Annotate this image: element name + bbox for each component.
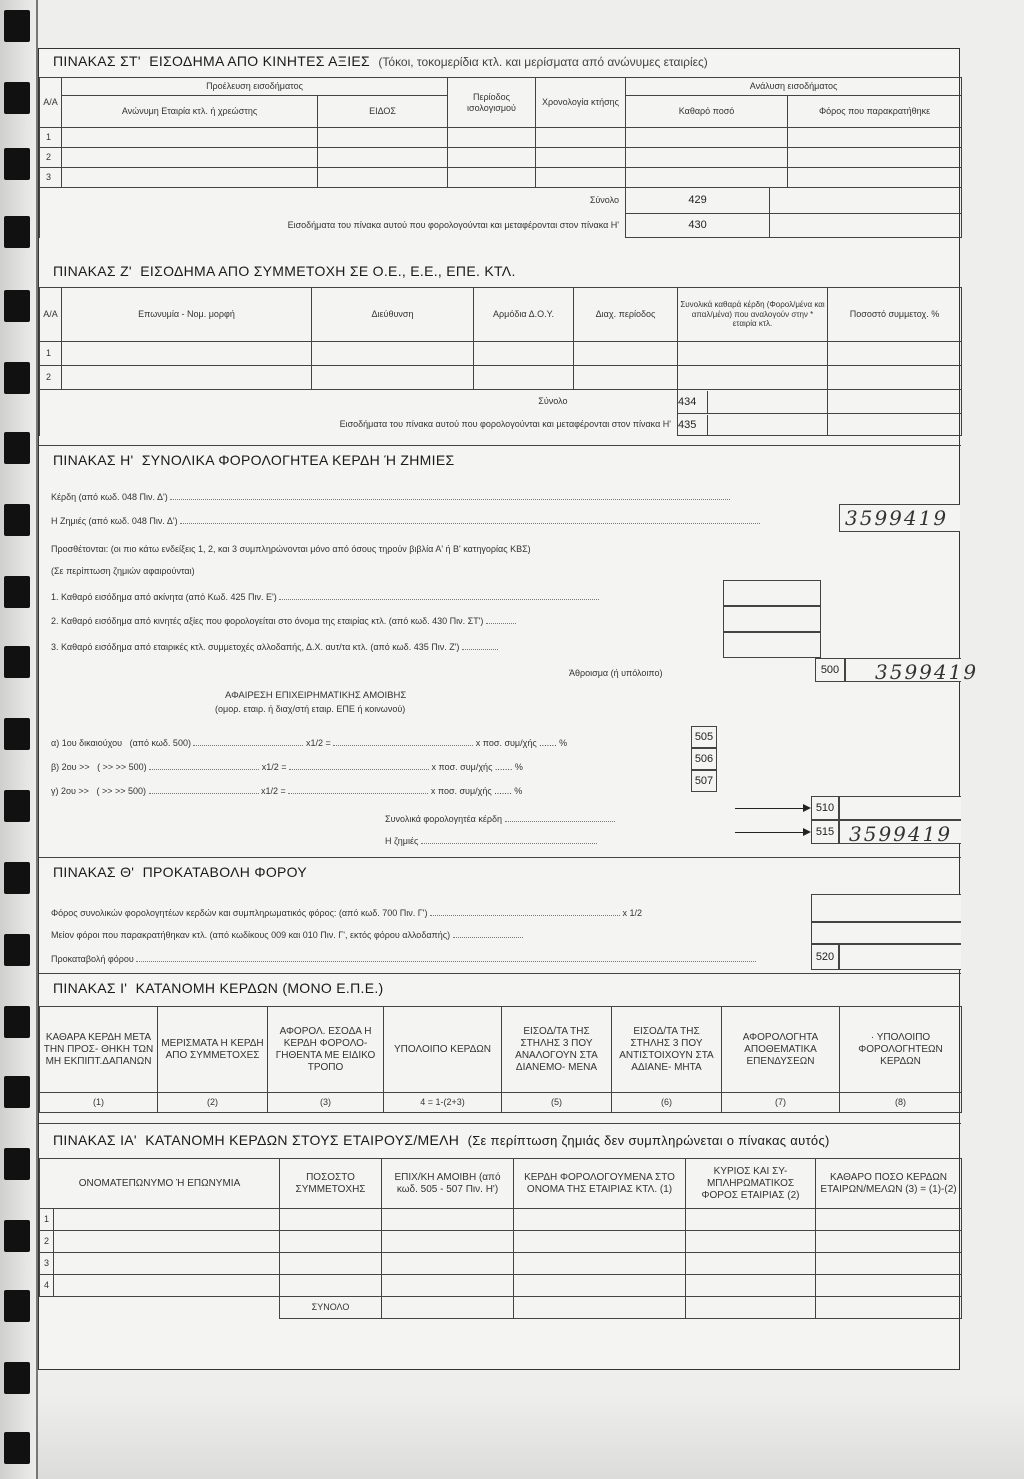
col-source: Προέλευση εισοδήματος <box>62 78 448 96</box>
total-input[interactable] <box>816 1297 962 1319</box>
code-435: 435 <box>678 415 708 435</box>
cell-input[interactable] <box>62 148 318 168</box>
page-bottom-shadow <box>38 1395 1024 1479</box>
col-num: (5) <box>502 1093 612 1113</box>
binder-hole <box>4 10 30 42</box>
binder-hole <box>4 1076 30 1108</box>
cell-input[interactable] <box>54 1253 280 1275</box>
binder-hole <box>4 216 30 248</box>
total-input[interactable] <box>686 1297 816 1319</box>
total-label: Σύνολο <box>40 390 574 414</box>
col-num: 4 = 1-(2+3) <box>384 1093 502 1113</box>
sum-label: Άθροισμα (ή υπόλοιπο) <box>569 668 663 678</box>
item1-line: 1. Καθαρό εισόδημα από ακίνητα (από Κωδ. 425 Πιν. Ε') <box>51 592 599 602</box>
table-ia-title: ΠΙΝΑΚΑΣ ΙΑ' ΚΑΤΑΝΟΜΗ ΚΕΡΔΩΝ ΣΤΟΥΣ ΕΤΑΙΡΟΥΣ/ΜΕΛΗ (Σε περίπτωση ζημιάς δεν συμπληρώνεται ο πίνακας αυτός) <box>53 1132 830 1148</box>
binder-hole <box>4 934 30 966</box>
cell-input[interactable] <box>514 1231 686 1253</box>
total-label: ΣΥΝΟΛΟ <box>280 1297 382 1319</box>
col-aa: Α/Α <box>40 78 62 128</box>
row-number: 3 <box>40 168 62 188</box>
col-num: (1) <box>40 1093 158 1113</box>
cell-input[interactable] <box>678 366 828 390</box>
transfer-label: Εισοδήματα του πίνακα αυτού που φορολογούνται και μεταφέρονται στον πίνακα Η' <box>40 414 678 436</box>
cell-input[interactable] <box>382 1275 514 1297</box>
table-i-title: ΠΙΝΑΚΑΣ Ι' ΚΑΤΑΝΟΜΗ ΚΕΡΔΩΝ (ΜΟΝΟ Ε.Π.Ε.) <box>53 980 384 996</box>
cell-input[interactable] <box>448 148 536 168</box>
binder-hole <box>4 148 30 180</box>
col-partner-name: ΟΝΟΜΑΤΕΠΩΝΥΜΟ Ή ΕΠΩΝΥΜΙΑ <box>40 1159 280 1209</box>
col-distributed: ΕΙΣΟΔ/ΤΑ ΤΗΣ ΣΤΗΛΗΣ 3 ΠΟΥ ΑΝΑΛΟΓΟΥΝ ΣΤΑ ΔΙΑΝΕΜΟ- ΜΕΝΑ <box>502 1007 612 1093</box>
cell-input[interactable] <box>788 128 962 148</box>
col-num: (7) <box>722 1093 840 1113</box>
table-th-section <box>39 857 961 973</box>
row-number: 1 <box>40 342 62 366</box>
cell-input[interactable] <box>686 1275 816 1297</box>
item3-input[interactable] <box>723 632 821 658</box>
binder-hole <box>4 1432 30 1464</box>
cell-input[interactable] <box>382 1231 514 1253</box>
deduction-row-a: α) 1ου δικαιούχου (από κωδ. 500) x1/2 = x ποσ. συμ/χής ....... % <box>51 738 568 748</box>
losses-value: 3599419 <box>845 506 949 530</box>
cell-input[interactable] <box>536 168 626 188</box>
col-dividends: ΜΕΡΙΣΜΑΤΑ Η ΚΕΡΔΗ ΑΠΟ ΣΥΜΜΕΤΟΧΕΣ <box>158 1007 268 1093</box>
cell-input[interactable] <box>514 1275 686 1297</box>
th-line3: Προκαταβολή φόρου <box>51 954 756 964</box>
col-net-partner: ΚΑΘΑΡΟ ΠΟΣΟ ΚΕΡΔΩΝ ΕΤΑΙΡΩΝ/ΜΕΛΩΝ (3) = (1)-(2) <box>816 1159 962 1209</box>
taxable-box[interactable] <box>839 796 961 820</box>
th-line2: Μείον φόροι που παρακρατήθηκαν κτλ. (από κωδίκους 009 και 010 Πιν. Γ', εκτός φόρου αλλοδαπής) <box>51 930 523 940</box>
loss-value: 3599419 <box>849 822 953 846</box>
binder-hole <box>4 1220 30 1252</box>
cell-input[interactable] <box>828 366 962 390</box>
row-number: 4 <box>40 1275 54 1297</box>
col-num: (2) <box>158 1093 268 1113</box>
cell-input[interactable] <box>280 1275 382 1297</box>
profits-line: Κέρδη (από κωδ. 048 Πιν. Δ') <box>51 492 730 502</box>
code-507: 507 <box>691 770 717 792</box>
binder-hole <box>4 646 30 678</box>
cell-input[interactable] <box>788 148 962 168</box>
col-num: (3) <box>268 1093 384 1113</box>
binder-hole <box>4 290 30 322</box>
table-i <box>39 1006 962 1113</box>
table-z-title: ΠΙΝΑΚΑΣ Ζ' ΕΙΣΟΔΗΜΑ ΑΠΟ ΣΥΜΜΕΤΟΧΗ ΣΕ Ο.Ε., Ε.Ε., ΕΠΕ. ΚΤΛ. <box>53 263 516 279</box>
losses-line: Η Ζημιές (από κωδ. 048 Πιν. Δ') <box>51 516 760 526</box>
cell-input[interactable] <box>318 168 448 188</box>
binder-hole <box>4 432 30 464</box>
col-company: Ανώνυμη Εταιρία κτλ. ή χρεώστης <box>62 96 318 128</box>
col-remaining: ΥΠΟΛΟΙΠΟ ΚΕΡΔΩΝ <box>384 1007 502 1093</box>
tax-form <box>38 48 979 1370</box>
col-num: (8) <box>840 1093 962 1113</box>
col-doy: Αρμόδια Δ.Ο.Υ. <box>474 288 574 342</box>
transfer-input[interactable] <box>828 414 962 436</box>
cell-input[interactable] <box>626 128 788 148</box>
cell-input[interactable] <box>514 1209 686 1231</box>
col-tax: Φόρος που παρακρατήθηκε <box>788 96 962 128</box>
binder-hole <box>4 362 30 394</box>
col-undistributed: ΕΙΣΟΔ/ΤΑ ΤΗΣ ΣΤΗΛΗΣ 3 ΠΟΥ ΑΝΤΙΣΤΟΙΧΟΥΝ ΣΤΑ ΑΔΙΑΝΕ- ΜΗΤΑ <box>612 1007 722 1093</box>
code-520: 520 <box>811 944 839 970</box>
binder-hole <box>4 82 30 114</box>
cell-input[interactable] <box>816 1231 962 1253</box>
cell-input[interactable] <box>382 1253 514 1275</box>
col-aa: Α/Α <box>40 288 62 342</box>
cell-input[interactable] <box>448 168 536 188</box>
col-exempt: ΑΦΟΡΟΛ. ΕΣΟΔΑ Η ΚΕΡΔΗ ΦΟΡΟΛΟ- ΓΗΘΕΝΤΑ ΜΕ ΕΙΔΙΚΟ ΤΡΟΠΟ <box>268 1007 384 1093</box>
item1-input[interactable] <box>723 580 821 606</box>
table-h-title: ΠΙΝΑΚΑΣ Η' ΣΥΝΟΛΙΚΑ ΦΟΡΟΛΟΓΗΤΕΑ ΚΕΡΔΗ Ή ΖΗΜΙΕΣ <box>53 452 455 468</box>
cell-input[interactable] <box>474 366 574 390</box>
col-share: ΠΟΣΟΣΤΟ ΣΥΜΜΕΤΟΧΗΣ <box>280 1159 382 1209</box>
cell-input[interactable] <box>686 1209 816 1231</box>
table-z <box>39 287 962 436</box>
arrow-icon <box>735 808 809 809</box>
code-429: 429 <box>626 188 770 214</box>
deduction-sub: (ομορ. εταιρ. ή διαχ/στή εταιρ. ΕΠΕ ή κοινωνού) <box>215 704 406 714</box>
cell-input[interactable] <box>62 342 312 366</box>
th-box2[interactable] <box>811 922 961 944</box>
table-ia-section <box>39 1123 961 1371</box>
cell-input[interactable] <box>54 1231 280 1253</box>
cell-input[interactable] <box>62 366 312 390</box>
col-period: Περίοδος ισολογισμού <box>448 78 536 128</box>
col-reserves: ΑΦΟΡΟΛΟΓΗΤΑ ΑΠΟΘΕΜΑΤΙΚΑ ΕΠΕΝΔΥΣΕΩΝ <box>722 1007 840 1093</box>
code-430: 430 <box>626 214 770 238</box>
cell-input[interactable] <box>816 1209 962 1231</box>
table-th-title: ΠΙΝΑΚΑΣ Θ' ΠΡΟΚΑΤΑΒΟΛΗ ΦΟΡΟΥ <box>53 864 308 880</box>
cell-input[interactable] <box>280 1253 382 1275</box>
cell-input[interactable] <box>382 1209 514 1231</box>
cell-input[interactable] <box>816 1275 962 1297</box>
row-number: 1 <box>40 1209 54 1231</box>
col-fee: ΕΠΙΧ/ΚΗ ΑΜΟΙΒΗ (από κωδ. 505 - 507 Πιν. Η') <box>382 1159 514 1209</box>
binder-hole <box>4 862 30 894</box>
cell-input[interactable] <box>574 342 678 366</box>
table-i-section <box>39 973 961 1123</box>
total-input[interactable] <box>514 1297 686 1319</box>
col-address: Διεύθυνση <box>312 288 474 342</box>
col-analysis: Ανάλυση εισοδήματος <box>626 78 962 96</box>
deduct-note: (Σε περίπτωση ζημιών αφαιρούνται) <box>51 566 195 576</box>
cell-input[interactable] <box>626 148 788 168</box>
col-company-profits: ΚΕΡΔΗ ΦΟΡΟΛΟΓΟΥΜΕΝΑ ΣΤΟ ΟΝΟΜΑ ΤΗΣ ΕΤΑΙΡΙΑΣ ΚΤΛ. (1) <box>514 1159 686 1209</box>
sum-value: 3599419 <box>875 660 979 684</box>
item3-line: 3. Καθαρό εισόδημα από εταιρικές κτλ. συμμετοχές αλλοδαπής, Δ.Χ. αυτ/τα κτλ. (από κωδ. 435 Πιν. Ζ') <box>51 642 498 652</box>
cell-input[interactable] <box>574 366 678 390</box>
deduction-title: ΑΦΑΙΡΕΣΗ ΕΠΙΧΕΙΡΗΜΑΤΙΚΗΣ ΑΜΟΙΒΗΣ <box>225 690 407 701</box>
cell-input[interactable] <box>280 1209 382 1231</box>
col-kind: ΕΙΔΟΣ <box>318 96 448 128</box>
deduction-row-c: γ) 2ου >> ( >> >> 500) x1/2 = x ποσ. συμ/χής ....... % <box>51 786 523 796</box>
row-number: 2 <box>40 366 62 390</box>
cell-input[interactable] <box>318 128 448 148</box>
row-number: 1 <box>40 128 62 148</box>
cell-input[interactable] <box>828 342 962 366</box>
col-taxable-remaining: · ΥΠΟΛΟΙΠΟ ΦΟΡΟΛΟΓΗΤΕΩΝ ΚΕΡΔΩΝ <box>840 1007 962 1093</box>
loss-line: Η ζημιές <box>385 836 597 846</box>
binder-hole <box>4 718 30 750</box>
cell-input[interactable] <box>816 1253 962 1275</box>
cell-input[interactable] <box>54 1209 280 1231</box>
col-company-tax: ΚΥΡΙΟΣ ΚΑΙ ΣΥ- ΜΠΛΗΡΩΜΑΤΙΚΟΣ ΦΟΡΟΣ ΕΤΑΙΡΙΑΣ (2) <box>686 1159 816 1209</box>
binder-hole <box>4 1362 30 1394</box>
th-line1: Φόρος συνολικών φορολογητέων κερδών και συμπληρωματικός φόρος: (από κωδ. 700 Πιν. Γ') x 1/2 <box>51 908 642 918</box>
code-434: 434 <box>678 391 708 413</box>
col-chrono: Χρονολογία κτήσης <box>536 78 626 128</box>
add-note: Προσθέτονται: (οι πιο κάτω ενδείξεις 1, 2, και 3 συμπληρώνονται μόνο από όσους τηρούν βιβλία Α' ή Β' κατηγορίας ΚΒΣ) <box>51 544 531 554</box>
total-input[interactable] <box>382 1297 514 1319</box>
item2-input[interactable] <box>723 606 821 632</box>
cell-input[interactable] <box>448 128 536 148</box>
col-net-profits: ΚΑΘΑΡΑ ΚΕΡΔΗ ΜΕΤΑ ΤΗΝ ΠΡΟΣ- ΘΗΚΗ ΤΩΝ ΜΗ ΕΚΠΙΠΤ.ΔΑΠΑΝΩΝ <box>40 1007 158 1093</box>
col-net: Καθαρό ποσό <box>626 96 788 128</box>
cell-input[interactable] <box>536 148 626 168</box>
col-profits: Συνολικά καθαρά κέρδη (Φορολ/μένα και απαλ/μένα) που αναλογούν στην * εταιρία κτλ. <box>678 288 828 342</box>
binder-hole <box>4 576 30 608</box>
binder-strip <box>0 0 38 1479</box>
cell-input[interactable] <box>54 1275 280 1297</box>
taxable-line: Συνολικά φορολογητέα κέρδη <box>385 814 615 824</box>
cell-input[interactable] <box>678 342 828 366</box>
code-515: 515 <box>811 820 839 844</box>
table-st-title: ΠΙΝΑΚΑΣ ΣΤ' ΕΙΣΟΔΗΜΑ ΑΠΟ ΚΙΝΗΤΕΣ ΑΞΙΕΣ (Τόκοι, τοκομερίδια κτλ. και μερίσματα από ανώνυμες εταιρίες) <box>53 53 708 69</box>
code-434-row <box>678 390 828 414</box>
item2-line: 2. Καθαρό εισόδημα από κινητές αξίες που φορολογείται στο όνομα της εταιρίας κτλ. (από κωδ. 430 Πιν. ΣΤ') <box>51 616 516 626</box>
binder-hole <box>4 1006 30 1038</box>
row-number: 3 <box>40 1253 54 1275</box>
code-510: 510 <box>811 796 839 820</box>
col-num: (6) <box>612 1093 722 1113</box>
row-number: 2 <box>40 148 62 168</box>
cell-input[interactable] <box>474 342 574 366</box>
col-name: Επωνυμία - Νομ. μορφή <box>62 288 312 342</box>
cell-input[interactable] <box>686 1231 816 1253</box>
cell-input[interactable] <box>318 148 448 168</box>
cell-input[interactable] <box>788 168 962 188</box>
cell-input[interactable] <box>536 128 626 148</box>
cell-input[interactable] <box>312 366 474 390</box>
cell-input[interactable] <box>626 168 788 188</box>
transfer-input[interactable] <box>770 214 962 238</box>
table-st <box>39 77 962 238</box>
total-label: Σύνολο <box>40 188 626 214</box>
code-500: 500 <box>815 658 845 682</box>
total-input[interactable] <box>828 390 962 414</box>
binder-hole <box>4 790 30 822</box>
binder-hole <box>4 504 30 536</box>
advance-box[interactable] <box>839 944 961 970</box>
transfer-label: Εισοδήματα του πίνακα αυτού που φορολογούνται και μεταφέρονται στον πίνακα Η' <box>40 214 626 238</box>
arrow-icon <box>735 832 809 833</box>
cell-input[interactable] <box>62 168 318 188</box>
total-input[interactable] <box>770 188 962 214</box>
th-box1[interactable] <box>811 894 961 922</box>
table-h-section <box>39 445 979 857</box>
table-ia <box>39 1158 962 1319</box>
deduction-row-b: β) 2ου >> ( >> >> 500) x1/2 = x ποσ. συμ/χής ....... % <box>51 762 523 772</box>
cell-input[interactable] <box>62 128 318 148</box>
col-percent: Ποσοστό συμμετοχ. % <box>828 288 962 342</box>
code-506: 506 <box>691 748 717 770</box>
code-505: 505 <box>691 726 717 748</box>
row-number: 2 <box>40 1231 54 1253</box>
cell-input[interactable] <box>514 1253 686 1275</box>
code-435-row <box>678 414 828 436</box>
cell-input[interactable] <box>280 1231 382 1253</box>
binder-hole <box>4 1148 30 1180</box>
col-period: Διαχ. περίοδος <box>574 288 678 342</box>
cell-input[interactable] <box>686 1253 816 1275</box>
cell-input[interactable] <box>312 342 474 366</box>
binder-hole <box>4 1290 30 1322</box>
